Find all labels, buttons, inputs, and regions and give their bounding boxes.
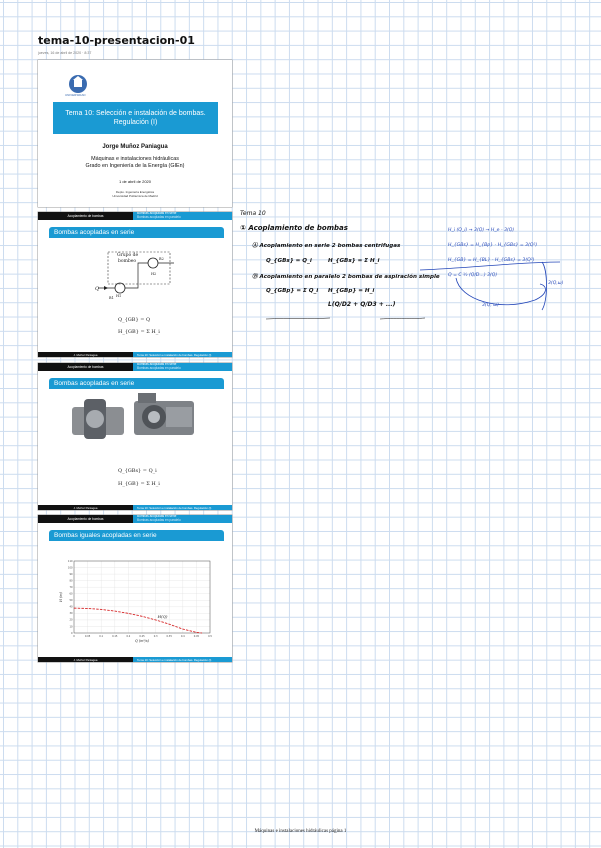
diagram-label-2: bombeo bbox=[118, 259, 137, 264]
header-left: Acoplamiento de bombas bbox=[67, 365, 104, 369]
y-tick-label: 100 bbox=[67, 566, 73, 570]
course-line2: Grado en Ingeniería de la Energía (GIEn) bbox=[85, 163, 185, 169]
notes-eq-serie-h: H_{GBs} = Σ H_i bbox=[328, 258, 380, 264]
x-axis-label: Q (m³/s) bbox=[135, 639, 149, 643]
notes-blue-2: H_{GBs} = H_{Bp} - H_{GBs} = 3(Q²) bbox=[448, 243, 538, 248]
header-right-line2: Bombas acopladas en paralelo bbox=[137, 366, 181, 370]
y-tick-label: 40 bbox=[69, 605, 73, 609]
header-right-line2: Bombas acopladas en paralelo bbox=[137, 518, 181, 522]
x-tick-label: 0.4 bbox=[180, 635, 185, 638]
notes-item-3: Ⓑ Acoplamiento en paralelo 2 bombas de aspiración simple bbox=[252, 274, 440, 280]
footer-right: Tema 10: Selección e instalación de bombas. Regulación (I) bbox=[133, 505, 232, 510]
y-tick-label: 60 bbox=[69, 592, 73, 596]
page-footer: Máquinas e instalaciones hidráulicas página 1 bbox=[254, 829, 347, 834]
footer-left: J. Muñoz Paniagua bbox=[38, 657, 133, 662]
b2-label: B2 bbox=[159, 257, 164, 261]
header-right-line1: Bombas acopladas en serie bbox=[137, 363, 177, 367]
y-tick-label: 20 bbox=[69, 618, 73, 622]
dept-line1: Depto. Ingeniería Energética bbox=[115, 190, 155, 194]
y-tick-label: 110 bbox=[67, 559, 73, 563]
notes-eq-par-h: H_{GBp} = H_i bbox=[328, 288, 375, 294]
x-tick-label: 0 bbox=[73, 635, 75, 638]
y-tick-label: 50 bbox=[69, 599, 73, 603]
section-title: Bombas acopladas en serie bbox=[49, 227, 224, 238]
course-line1: Máquinas e instalaciones hidráulicas bbox=[91, 156, 179, 162]
y-tick-label: 90 bbox=[69, 572, 73, 576]
notes-blue-6: 3(Q,ω) bbox=[548, 281, 564, 286]
y-tick-label: 30 bbox=[69, 612, 73, 616]
equation-q: Q_{GBs} = Q_i bbox=[118, 468, 157, 474]
notes-eq-par-big: L(Q/D2 + Q/D3 + ...) bbox=[328, 301, 396, 308]
logo-text: UNIVERSIDAD bbox=[65, 93, 86, 97]
series-label: H(Q) bbox=[157, 613, 168, 619]
section-title: Bombas acopladas en serie bbox=[49, 378, 224, 389]
x-tick-label: 0.45 bbox=[193, 635, 200, 638]
header-right-line2: Bombas acopladas en paralelo bbox=[137, 215, 181, 219]
slide-title-line2: Regulación (I) bbox=[113, 119, 158, 126]
footer-right: Tema 10: Selección e instalación de bombas. Regulación (I) bbox=[133, 352, 232, 357]
notes-blue-4: Q = C ½ (Q/D...) 3(Q) bbox=[448, 273, 498, 278]
header-left: Acoplamiento de bombas bbox=[67, 517, 104, 521]
slide-title-line1: Tema 10: Selección e instalación de bombas. bbox=[65, 110, 206, 117]
footer-left: J. Muñoz Paniagua bbox=[38, 352, 133, 357]
notes-item-2: Ⓐ Acoplamiento en serie 2 bombas centrifugas bbox=[252, 243, 401, 249]
diagram-label-1: Grupo de bbox=[117, 253, 139, 258]
author: Jorge Muñoz Paniagua bbox=[102, 144, 168, 150]
notes-eq-par-q: Q_{GBp} = Σ Q_i bbox=[266, 288, 319, 294]
section-title: Bombas iguales acopladas en serie bbox=[49, 530, 224, 541]
notes-heading: Tema 10 bbox=[240, 210, 266, 217]
footer-right: Tema 10: Selección e instalación de bombas. Regulación (I) bbox=[133, 657, 232, 662]
notes-blue-1: H_i (Q_i) → 3(Q) → H_e - 3(Q) bbox=[448, 228, 515, 233]
y-axis-label: H (m) bbox=[59, 592, 63, 602]
y-tick-label: 0 bbox=[70, 631, 73, 635]
b1-label: B1 bbox=[109, 296, 114, 300]
footer-left: J. Muñoz Paniagua bbox=[38, 505, 133, 510]
page-meta: jueves, 16 de abril de 2020 · 8:37 bbox=[38, 51, 92, 55]
x-tick-label: 0.1 bbox=[99, 635, 104, 638]
x-tick-label: 0.35 bbox=[166, 635, 172, 638]
equation-h: H_{GB} = Σ H_i bbox=[118, 329, 160, 335]
x-tick-label: 0.05 bbox=[84, 635, 91, 638]
slide-date: 1 de abril de 2020 bbox=[118, 179, 152, 184]
y-tick-label: 10 bbox=[69, 625, 73, 629]
y-tick-label: 80 bbox=[69, 579, 73, 583]
header-right-line1: Bombas acopladas en serie bbox=[137, 212, 177, 216]
notes-blue-3: H_{GB} = H_{BL} - H_{GBs} = 3(Q²) bbox=[448, 258, 535, 263]
x-tick-label: 0.3 bbox=[153, 635, 158, 638]
notes-eq-serie-q: Q_{GBs} = Q_i bbox=[266, 258, 312, 264]
header-right-line1: Bombas acopladas en serie bbox=[137, 515, 177, 519]
page-title: tema-10-presentacion-01 bbox=[38, 34, 195, 47]
notes-item-1: ① Acoplamiento de bombas bbox=[240, 224, 348, 232]
x-tick-label: 0.5 bbox=[208, 635, 212, 638]
x-tick-label: 0.25 bbox=[139, 635, 145, 638]
x-tick-label: 0.2 bbox=[126, 635, 131, 638]
h2-label: H2 bbox=[151, 272, 157, 276]
equation-q: Q_{GB} = Q bbox=[118, 317, 151, 323]
header-left: Acoplamiento de bombas bbox=[67, 214, 104, 218]
q-label: Q bbox=[95, 286, 100, 292]
equation-h: H_{GB} = Σ H_i bbox=[118, 481, 160, 487]
notes-blue-5: 3(Q, ω) bbox=[482, 303, 499, 308]
dept-line2: Universidad Politécnica de Madrid bbox=[112, 194, 158, 198]
y-tick-label: 70 bbox=[69, 585, 73, 589]
h1-label: H1 bbox=[116, 294, 122, 298]
x-tick-label: 0.15 bbox=[112, 635, 118, 638]
